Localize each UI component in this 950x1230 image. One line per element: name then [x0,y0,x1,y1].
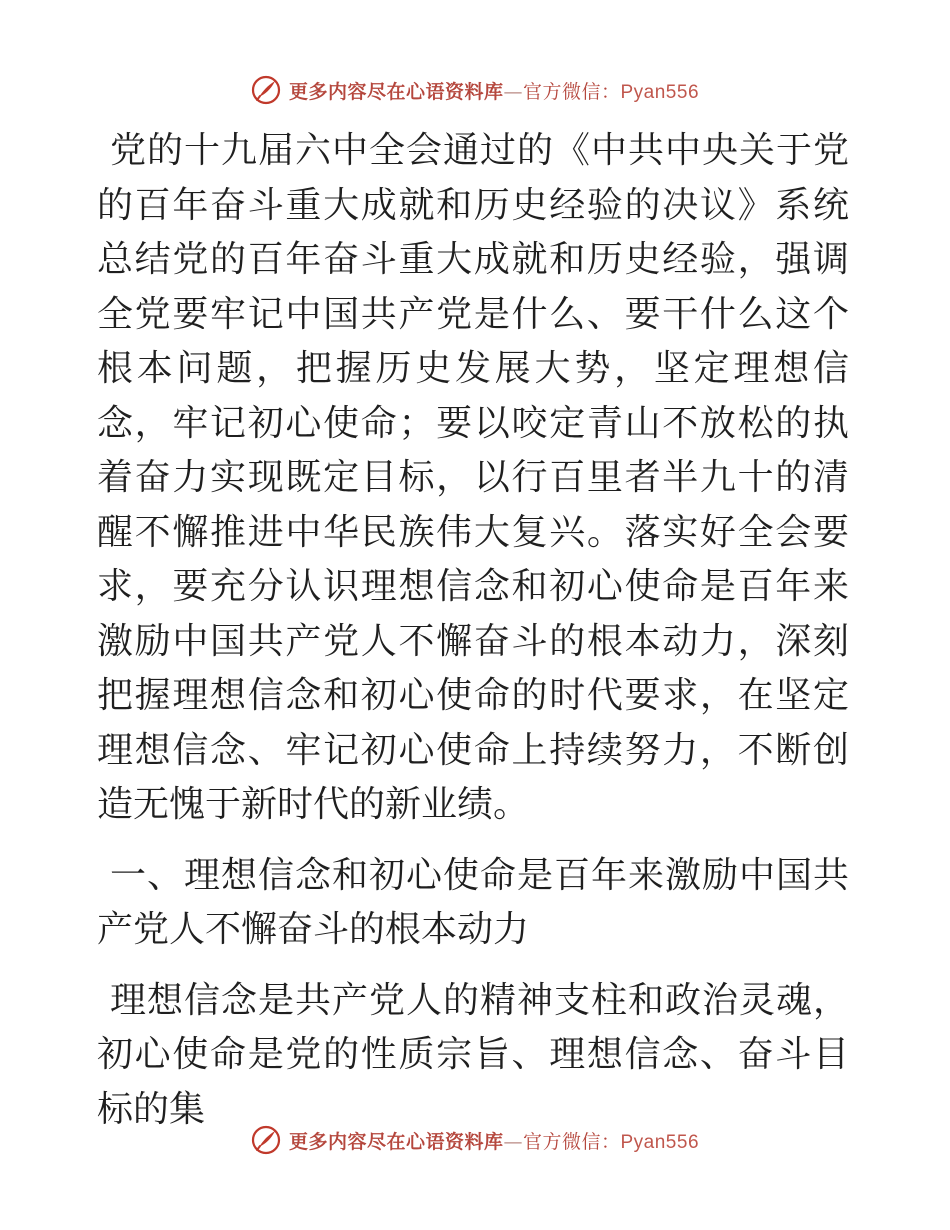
intro-paragraph [97,124,849,833]
watermark-wechat-id: Pyan556 [620,1131,700,1153]
watermark-dash: — [503,80,523,103]
watermark-wechat-id: Pyan556 [620,81,700,103]
quill-logo-icon [251,75,281,105]
header-watermark [0,70,950,110]
section-heading [97,849,849,958]
watermark-main: 更多内容尽在心语资料库 [288,1130,504,1153]
watermark-dash: — [503,1130,523,1153]
section-heading-text: 一、理想信念和初心使命是百年来激励中国共产党人不懈奋斗的根本动力 [97,854,849,950]
watermark-main: 更多内容尽在心语资料库 [288,80,504,103]
watermark-text [289,1127,699,1154]
intro-text: 党的十九届六中全会通过的《中共中央关于党的百年奋斗重大成就和历史经验的决议》系统总结党的百年奋斗重大成就和历史经验，强调全党要牢记中国共产党是什么、要干什么这个根本问题，把握历史发展大势，坚定理想信念，牢记初心使命；要以咬定青山不放松的执着奋力实现既定目标，以行百里者半九十的清醒不懈推进中华民族伟大复兴。落实好全会要求，要充分认识理想信念和初心使命是百年来激励中国共产党人不懈奋斗的根本动力，深刻把握理想信念和初心使命的时代要求，在坚定理想信念、牢记初心使命上持续努力，不断创造无愧于新时代的新业绩。 [97,130,849,825]
body-paragraph [97,974,849,1138]
watermark-sub: 官方微信： [522,80,621,103]
watermark-sub: 官方微信： [522,1130,621,1153]
body-text: 理想信念是共产党人的精神支柱和政治灵魂，初心使命是党的性质宗旨、理想信念、奋斗目标的集 [97,979,849,1130]
watermark-text [289,77,699,104]
quill-logo-icon [251,1125,281,1155]
footer-watermark [0,1120,950,1160]
document-body [97,124,849,1137]
